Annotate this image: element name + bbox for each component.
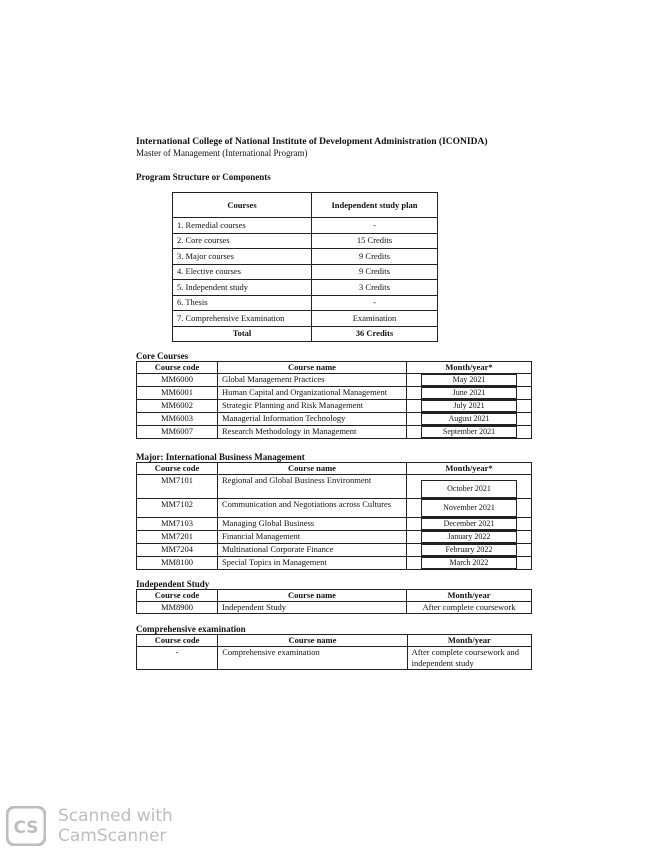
table-row xyxy=(137,499,532,518)
course-name: Managing Global Business xyxy=(218,518,407,531)
svg-text:CS: CS xyxy=(13,818,39,838)
column-header: Course name xyxy=(218,590,407,602)
table-row xyxy=(137,413,532,426)
table-header-row xyxy=(173,193,438,218)
camscanner-logo-icon xyxy=(6,806,46,846)
total-row xyxy=(173,326,438,342)
table-row xyxy=(137,387,532,400)
course-code: MM7204 xyxy=(137,544,218,557)
course-name: Regional and Global Business Environment xyxy=(218,475,407,499)
table-row xyxy=(173,218,438,234)
table-row xyxy=(137,557,532,570)
course-code: MM7101 xyxy=(137,475,218,499)
program-structure-table xyxy=(172,192,438,342)
table-row xyxy=(137,475,532,499)
course-name: Global Management Practices xyxy=(218,374,407,387)
total-label: Total xyxy=(173,326,312,342)
column-header: Month/year xyxy=(407,590,532,602)
table-header-row xyxy=(137,635,532,647)
table-header-row xyxy=(137,362,532,374)
course-cell: 5. Independent study xyxy=(173,280,312,296)
column-header: Courses xyxy=(173,193,312,218)
month-year-value: May 2021 xyxy=(421,374,517,386)
course-code: MM6007 xyxy=(137,426,218,439)
course-code: MM8100 xyxy=(137,557,218,570)
course-name: Human Capital and Organizational Management xyxy=(218,387,407,400)
month-year-value: February 2022 xyxy=(421,544,517,556)
table-row xyxy=(173,295,438,311)
month-year xyxy=(407,413,532,426)
table-row xyxy=(173,264,438,280)
document-title: International College of National Institute of Development Administration (ICONIDA) xyxy=(136,137,488,147)
plan-cell: 3 Credits xyxy=(312,280,438,296)
month-year xyxy=(407,387,532,400)
plan-cell: Examination xyxy=(312,311,438,327)
column-header: Course code xyxy=(137,590,218,602)
course-code: MM8900 xyxy=(137,602,218,614)
table-row xyxy=(137,400,532,413)
course-code: MM6002 xyxy=(137,400,218,413)
month-year xyxy=(407,557,532,570)
course-code: MM6000 xyxy=(137,374,218,387)
month-year xyxy=(407,400,532,413)
course-cell: 1. Remedial courses xyxy=(173,218,312,234)
column-header: Independent study plan xyxy=(312,193,438,218)
month-year xyxy=(407,374,532,387)
column-header: Course code xyxy=(137,463,218,475)
month-year xyxy=(407,499,532,518)
independent-study-table xyxy=(136,589,532,614)
month-year xyxy=(407,518,532,531)
course-cell: 3. Major courses xyxy=(173,249,312,265)
course-code: - xyxy=(137,647,218,670)
month-year-value: September 2021 xyxy=(421,426,517,438)
watermark-text xyxy=(58,806,173,846)
month-year-value: January 2022 xyxy=(421,531,517,543)
month-year: After complete coursework xyxy=(407,602,532,614)
course-code: MM6003 xyxy=(137,413,218,426)
month-year-value: November 2021 xyxy=(421,499,517,517)
table-row xyxy=(137,531,532,544)
course-name: Comprehensive examination xyxy=(218,647,407,670)
major-courses-table xyxy=(136,462,532,570)
comprehensive-exam-table xyxy=(136,634,532,670)
column-header: Course code xyxy=(137,635,218,647)
month-year xyxy=(407,544,532,557)
column-header: Month/year* xyxy=(407,463,532,475)
table-row xyxy=(137,374,532,387)
month-year-value: June 2021 xyxy=(421,387,517,399)
table-row xyxy=(173,311,438,327)
plan-cell: - xyxy=(312,218,438,234)
plan-cell: 9 Credits xyxy=(312,249,438,265)
comprehensive-exam-heading: Comprehensive examination xyxy=(136,624,246,634)
course-name: Financial Management xyxy=(218,531,407,544)
course-code: MM6001 xyxy=(137,387,218,400)
watermark-line1: Scanned with xyxy=(58,806,173,826)
month-year-value: December 2021 xyxy=(421,518,517,530)
table-row xyxy=(137,602,532,614)
course-code: MM7103 xyxy=(137,518,218,531)
column-header: Month/year xyxy=(407,635,531,647)
column-header: Course code xyxy=(137,362,218,374)
course-name: Research Methodology in Management xyxy=(218,426,407,439)
table-row xyxy=(173,233,438,249)
month-year xyxy=(407,426,532,439)
table-row xyxy=(137,544,532,557)
major-courses-heading: Major: International Business Management xyxy=(136,452,305,462)
course-name: Multinational Corporate Finance xyxy=(218,544,407,557)
month-year-value: July 2021 xyxy=(421,400,517,412)
course-name: Managerial Information Technology xyxy=(218,413,407,426)
column-header: Course name xyxy=(218,463,407,475)
course-cell: 7. Comprehensive Examination xyxy=(173,311,312,327)
course-cell: 2. Core courses xyxy=(173,233,312,249)
month-year-value: August 2021 xyxy=(421,413,517,425)
column-header: Course name xyxy=(218,635,407,647)
column-header: Month/year* xyxy=(407,362,532,374)
course-cell: 6. Thesis xyxy=(173,295,312,311)
course-code: MM7102 xyxy=(137,499,218,518)
core-courses-heading: Core Courses xyxy=(136,351,189,361)
course-cell: 4. Elective courses xyxy=(173,264,312,280)
course-name: Special Topics in Management xyxy=(218,557,407,570)
plan-cell: 9 Credits xyxy=(312,264,438,280)
document-subtitle: Master of Management (International Program) xyxy=(136,148,308,158)
table-row xyxy=(137,426,532,439)
table-header-row xyxy=(137,463,532,475)
plan-cell: - xyxy=(312,295,438,311)
program-structure-heading: Program Structure or Components xyxy=(136,172,271,182)
column-header: Course name xyxy=(218,362,407,374)
course-name: Communication and Negotiations across Cultures xyxy=(218,499,407,518)
table-header-row xyxy=(137,590,532,602)
month-year xyxy=(407,475,532,499)
month-year-value: March 2022 xyxy=(421,557,517,569)
table-row xyxy=(137,518,532,531)
plan-cell: 15 Credits xyxy=(312,233,438,249)
watermark-line2: CamScanner xyxy=(58,826,167,846)
course-name: Independent Study xyxy=(218,602,407,614)
month-year-value: October 2021 xyxy=(421,480,517,498)
table-row xyxy=(173,249,438,265)
course-code: MM7201 xyxy=(137,531,218,544)
table-row xyxy=(173,280,438,296)
course-name: Strategic Planning and Risk Management xyxy=(218,400,407,413)
total-value: 36 Credits xyxy=(312,326,438,342)
table-row xyxy=(137,647,532,670)
month-year: After complete coursework and independent study xyxy=(407,647,531,670)
month-year xyxy=(407,531,532,544)
independent-study-heading: Independent Study xyxy=(136,579,210,589)
core-courses-table xyxy=(136,361,532,439)
